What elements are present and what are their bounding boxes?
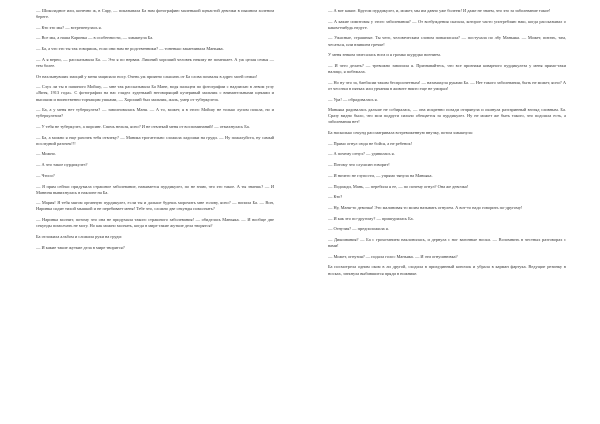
paragraph: — У тебя не туберкулез, а пирсинг. Спичь нельзя, ясно? И не отвлекай меня от воспоминаний! — отмахнулась Ба. [36, 123, 250, 129]
paragraph: — Чтооо? [36, 172, 55, 178]
paragraph: — Огнузия? — предположила я. [328, 226, 389, 232]
paragraph: От нахлынувших эмоций у меня защипало носу. Очень уж приятно слышать от Ба слова похвалы в адрес моей семьи! [36, 73, 258, 79]
paragraph: — Мария! Я тебя мягом органную пурдикулез, если ты и дальше будешь морочить мне голову, ясно? — вопила Ба. — Вон, Наринка сидит тихой мышкой и не перебивает меня! Тебе что, сложно две секунды помолчать? [36, 200, 274, 212]
paragraph: Маньяка радовалась дальше не собиралась, — она искренно позади отпрянула и окинула разгаринный взгляд сливным. Ба. Сразу видно было, что мои подруги сильно обещается за пурдикулез. Ну не может же быть такого, что подошла есть, а заболевания нет! [328, 107, 566, 125]
paragraph: — Ну, Маня-то девочка! Это малиновая то моим называть огнулем. А вот-то надо говорить по-другому! [328, 204, 523, 210]
paragraph: — А что такое пурдикулез? [36, 162, 88, 168]
paragraph: — Ба, а что это ты так говоришь, если они нам не родственники? — тоненько заканчивала Маньяка. [36, 46, 224, 52]
paragraph: Ба посмотрела одним оком в ли другой, сходила в прихудинный коночок и убрала в карман фартука. Ведущие резинку в носках, заткнула выбившиеся пряди в ножнике. [328, 264, 566, 276]
paragraph: — И ничего не глупости, — упрямо тянула на Маньяка. [328, 172, 433, 178]
paragraph: — А я верно, — рассказывала Ба. — Это я по нервам. Лишний хороший человек некому не помешает. А уж целая семья — тем более. [36, 56, 274, 68]
paragraph: — Прямо огнул сюда не бойся, а не ребенок! [328, 140, 413, 146]
paragraph: Ба отложила альбом и сложила руки на груди: [36, 233, 123, 239]
paragraph: — А вот какие. Кругом пурдикулез, и, может, мы им давно уже болеем! И даже не знаем, что это за заболевание такое! [328, 8, 551, 13]
paragraph: — И какие такие жуткие дела в мире творятся? [36, 244, 125, 250]
paragraph: — Ура! — обрадовалась я. [328, 96, 378, 102]
paragraph: — Но ну что за, банбасии таким беспроочетным! — назамахула руками Ба. — Нет такого заболевания, быть не может, ясно? А от чесотки в пятках или урчания в животе никто еще не умирал! [328, 79, 566, 91]
paragraph: — Ба, а у меня нет туберкулеза? — заволновалась Маня. — А то, может, я в этого Мойшу не только лупом пошла, но и туберкулезом? [36, 107, 274, 119]
paragraph: — Наринка молчит, потому что она не придумала такого страшного заболевания! — обиделась Маньяка. — И вообще две секунды помолчать не могу. Но как можно молчать, когда в мире такие жуткие дела творятся? [36, 217, 274, 229]
paragraph: — Ужасные, страшные. Ты чего, человеческим словом повыписала? — постучала по лбу Маньяка. — Может, питать, там, чесаться, или взявшем гречке! [328, 35, 566, 47]
paragraph: — Может, огнузия? — подала голос Маньяка. — И эти огнушнювка? [328, 253, 458, 259]
paragraph: — Шоколадное или, конечно ж, в Сару, — показывала Ба нам фотографию маленькой щекастой девочки в пышном холеном береге. [36, 8, 274, 20]
paragraph: — Слух ли ты в папиного Мойшу, — мне так рассказывала Ба Мане, водя пальцем по фотографии с надписью в левом углу «Витя, 1913 года». С фотографии на нас глядел худенький неговорящий кучерявый мальчик с внимательными щеками и высоким и воинственно торчащим ушками, — Хороший был мальчик, жаль, умер от туберкулеза. [36, 84, 274, 102]
left-page [36, 8, 274, 255]
paragraph: У меня зевком зачесалась нога и я громко шурудко воением. [328, 52, 441, 58]
paragraph: — Кто это мы? — встрепенулась я. [36, 24, 102, 30]
paragraph: — Дикоивания? — Ба с грохотанием наклонилась, и дернула с ног вагонные носки. — Вспомнить в честных разговорах с вами! [328, 236, 566, 249]
paragraph: — Я прям сейчас придумала страшное заболевание, называется пурдикулез, по не знаю, что это такое. А ты знаешь? — И Манюня вывихнулась в наклоне на Ба. [36, 183, 274, 195]
paragraph: — Подожди, Мань, — перебила я ее, — по почему огнул? Она же девочка! [328, 183, 469, 189]
right-page [328, 8, 566, 281]
paragraph: — И как это по-другому? — пришурилась Ба. [328, 215, 414, 221]
paragraph: Ба насколько секунд рассматривала встревоженную внучку, потом хмыкнула: [328, 130, 473, 136]
paragraph: — Все мы, а наша Каринка — в особенности, — хмыкнула Ба. [36, 35, 154, 41]
paragraph: — И чего делать? — тревожно завопила я. Признавайтесь, что все признаки коварного пурдикулеза у меня прямо-таки налицо, я побежала. [328, 62, 566, 75]
paragraph: — А какие симптомы у этого заболевания? — От возбуждения сказала, которое часто употребляю наш, когда рассказывал о каком-нибудь недуге. [328, 18, 566, 30]
paragraph: — Потому что слушсин говорит! [328, 162, 390, 168]
paragraph: — Кто? [328, 194, 343, 200]
paragraph: — Можно. [36, 151, 57, 157]
paragraph: — Ба, а можно я еще разочек тебя отвлеку? — Маника трогательно сложила ладошки на груди. — Ну пожалуйста, ну самый последний разочек!!! [36, 134, 274, 146]
paragraph: — А почему огнул? — удивилась я. [328, 151, 395, 157]
